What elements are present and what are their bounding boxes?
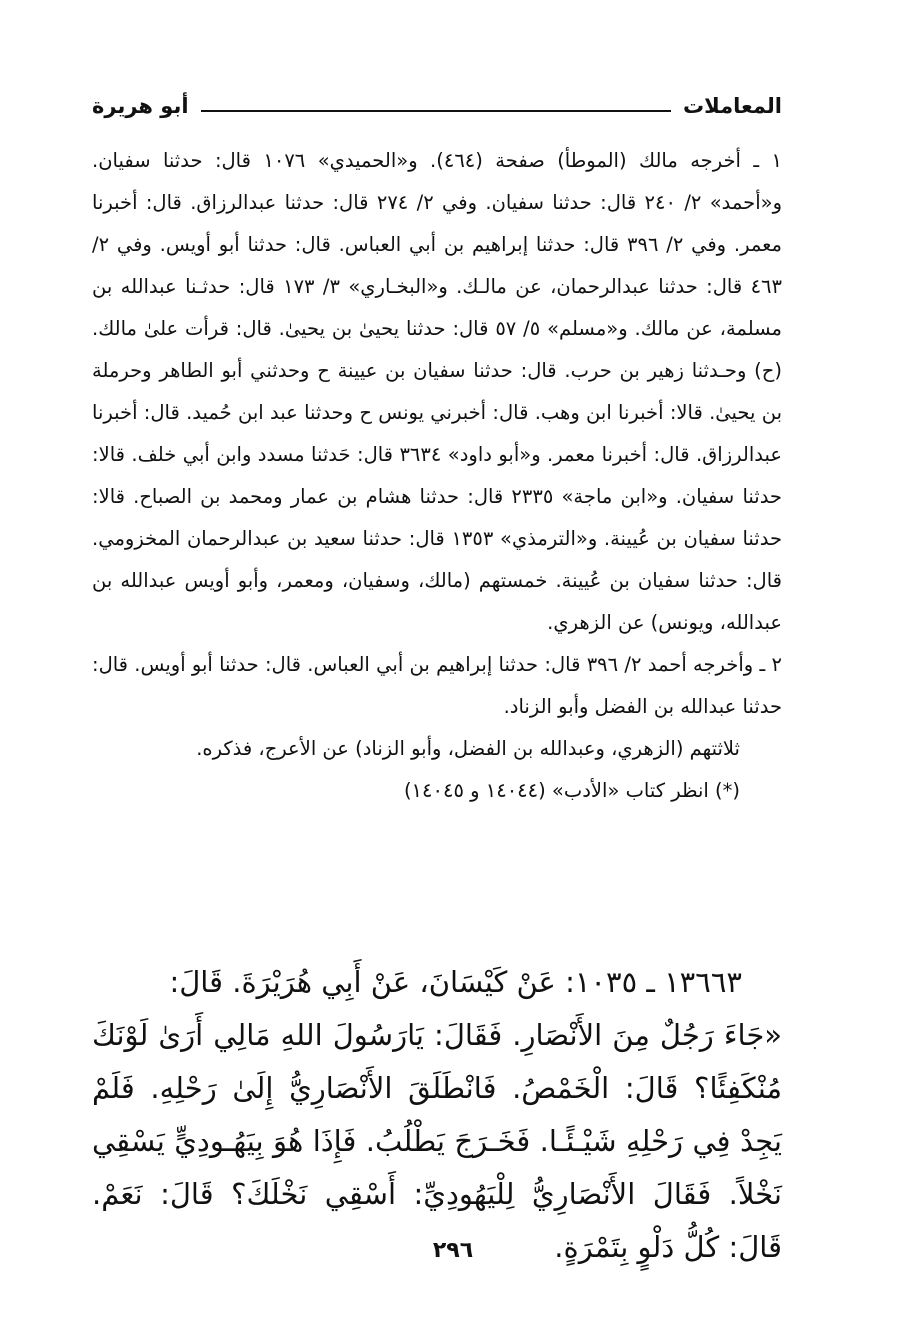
hadith-heading: ١٣٦٦٣ ـ ١٠٣٥: عَنْ كَيْسَانَ، عَنْ أَبِي هُرَيْرَةَ. قَالَ: (169, 965, 742, 999)
page-number: ٢٩٦ (432, 1238, 474, 1263)
chapter-title: المعاملات (683, 94, 782, 118)
header-rule (201, 110, 672, 112)
hadith-block (92, 956, 782, 1274)
footnote-cross-reference: (*) انظر كتاب «الأدب» (١٤٠٤٤ و ١٤٠٤٥) (403, 779, 740, 802)
footnote-1: ١ ـ أخرجه مالك (الموطأ) صفحة (٤٦٤). و«الحميدي» ١٠٧٦ قال: حدثنا سفيان. و«أحمد» ٢/ ٢٤٠ قال: حدثنا سفيان. وفي ٢/ ٢٧٤ قال: حدثنا عبدالرزاق. قال: أخبرنا معمر. وفي ٢/ ٣٩٦ قال: حدثنا إبراهيم بن أبي العباس. قال: حدثنا أبو أويس. وفي ٢/ ٤٦٣ قال: حدثنا عبدالرحمان، عن مالـك. و«البخـاري» ٣/ ١٧٣ قال: حدثـنا عبدالله بن مسلمة، عن مالك. و«مسلم» ٥/ ٥٧ قال: حدثنا يحيىٰ بن يحيىٰ. قال: قرأت علىٰ مالك. (ح) وحـدثنا زهير بن حرب. قال: حدثنا سفيان بن عيينة ح وحدثني أبو الطاهر وحرملة بن يحيىٰ. قالا: أخبرنا ابن وهب. قال: أخبرني يونس ح وحدثنا عبد ابن حُميد. قال: أخبرنا عبدالرزاق. قال: أخبرنا معمر. و«أبو داود» ٣٦٣٤ قال: حَدثنا مسدد وابن أبي خلف. قالا: حدثنا سفيان. و«ابن ماجة» ٢٣٣٥ قال: حدثنا هشام بن عمار ومحمد بن الصباح. قالا: حدثنا سفيان بن عُيينة. و«الترمذي» ١٣٥٣ قال: حدثنا سعيد بن عبدالرحمان المخزومي. قال: حدثنا سفيان بن عُيينة. خمستهم (مالك، وسفيان، ومعمر، وأبو أويس عبدالله بن عبدالله، ويونس) عن الزهري. (92, 149, 783, 634)
footnotes-block (92, 140, 782, 812)
footnote-3: ثلاثتهم (الزهري، وعبدالله بن الفضل، وأبو الزناد) عن الأعرج، فذكره. (196, 737, 740, 760)
hadith-text: «جَاءَ رَجُلٌ مِنَ الأَنْصَارِ. فَقَالَ: يَارَسُولَ اللهِ مَالِي أَرَىٰ لَوْنَكَ مُنْكَفِئًا؟ قَالَ: الْخَمْصُ. فَانْطَلَقَ الأَنْصَارِيُّ إِلَىٰ رَحْلِهِ. فَلَمْ يَجِدْ فِي رَحْلِهِ شَيْـئًـا. فَخَـرَجَ يَطْلُبُ. فَإِذَا هُوَ بِيَهُـودِيٍّ يَسْقِي نَخْلاً. فَقَالَ الأَنْصَارِيُّ لِلْيَهُودِيِّ: أَسْقِي نَخْلَكَ؟ قَالَ: نَعَمْ. قَالَ: كُلُّ دَلْوٍ بِتَمْرَةٍ. (92, 1018, 782, 1264)
footnote-2: ٢ ـ وأخرجه أحمد ٢/ ٣٩٦ قال: حدثنا إبراهيم بن أبي العباس. قال: حدثنا أبو أويس. قال: حدثنا عبدالله بن الفضل وأبو الزناد. (92, 653, 782, 718)
running-header (92, 86, 782, 120)
section-title: أبو هريرة (92, 94, 189, 118)
